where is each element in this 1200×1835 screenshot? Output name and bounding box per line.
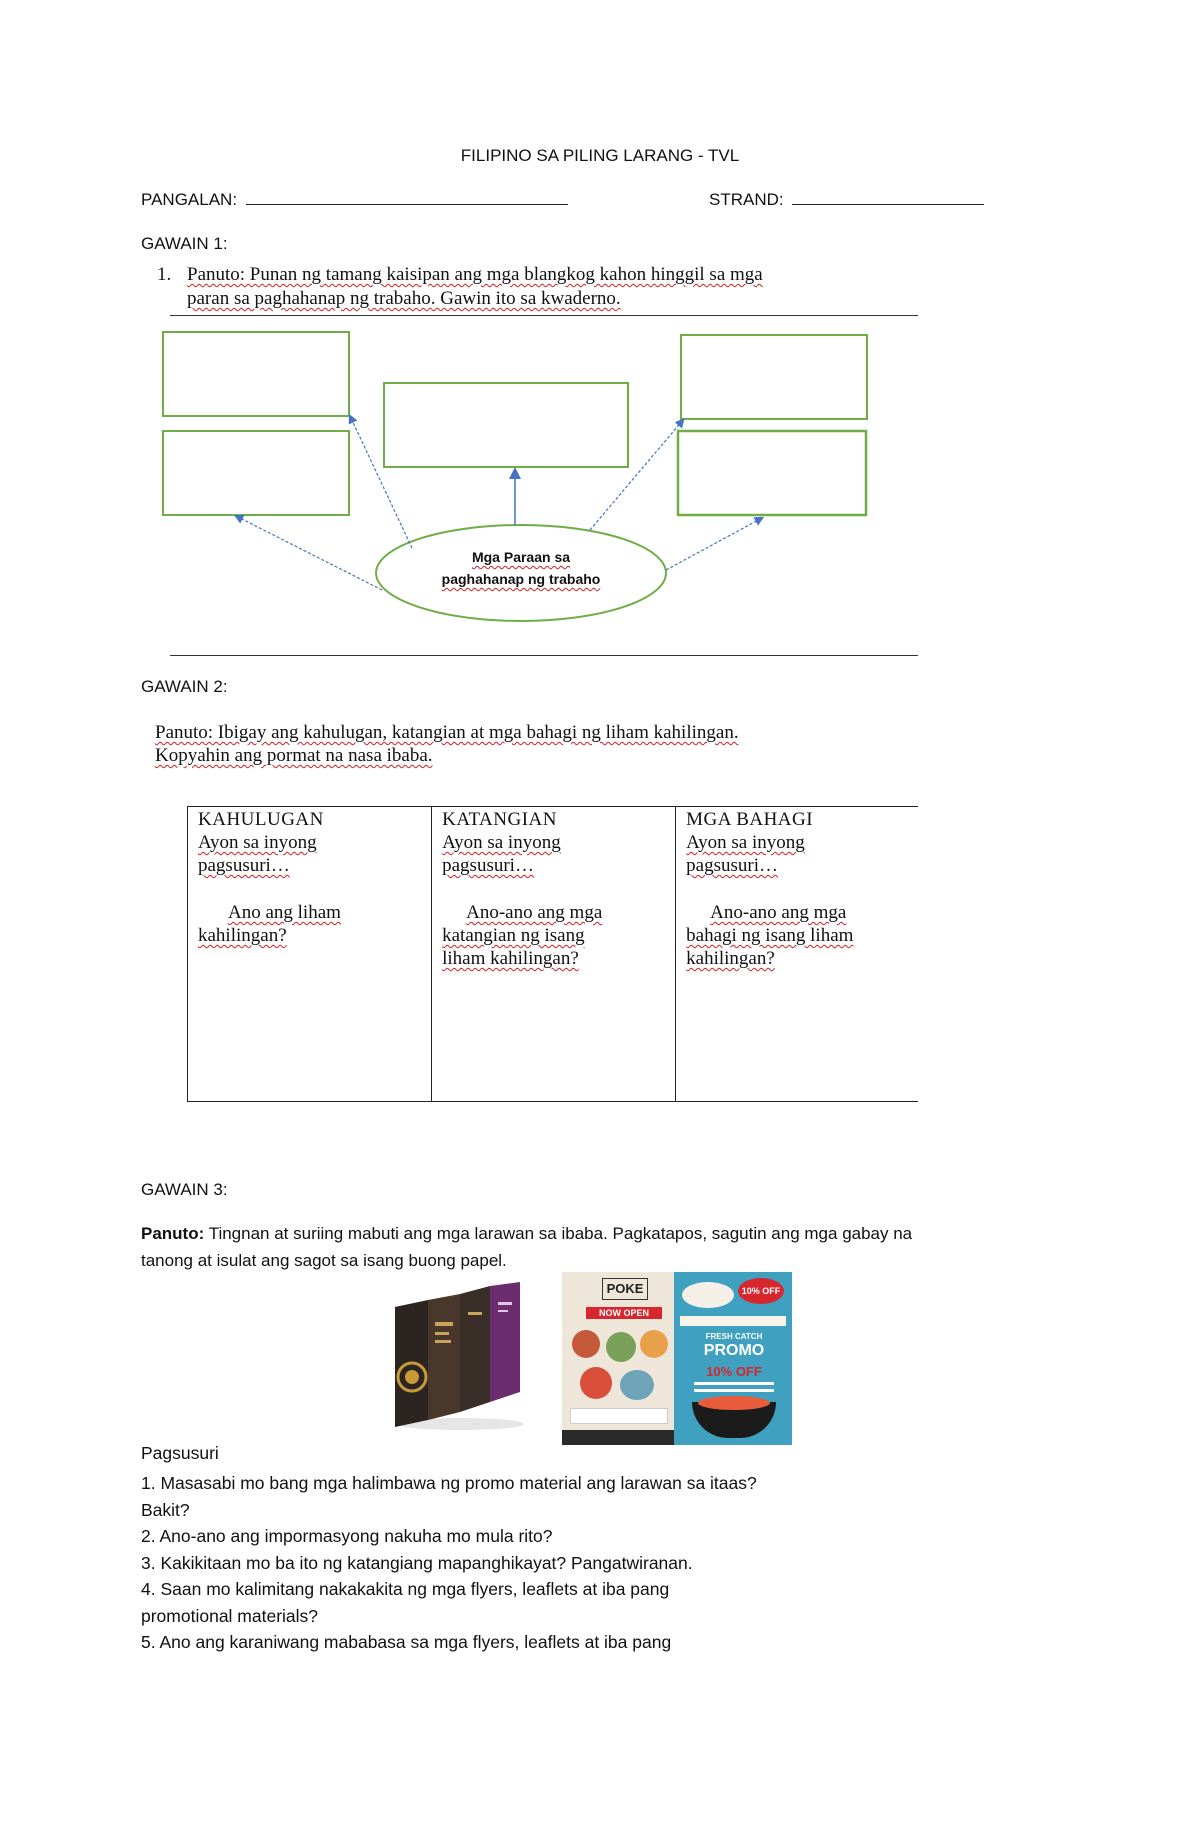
question-line: 1. Masasabi mo bang mga halimbawa ng promo material ang larawan sa itaas? — [141, 1473, 757, 1493]
name-label: PANGALAN: — [141, 190, 238, 209]
gawain2-instruction-line2: Kopyahin ang pormat na nasa ibaba. — [155, 745, 433, 766]
document-title: FILIPINO SA PILING LARANG - TVL — [460, 146, 740, 165]
poster-promo-title: PROMO — [703, 1342, 765, 1359]
arrow-to-bottom-left — [236, 516, 382, 590]
oval-label-line2: paghahanap ng trabaho — [441, 571, 601, 587]
brochure-image — [390, 1282, 530, 1432]
column-mga-bahagi[interactable] — [676, 807, 918, 1102]
gawain1-instruction-line1: Panuto: Punan ng tamang kaisipan ang mga blangkog kahon hinggil sa mga — [187, 264, 763, 285]
column-subtext: Ayon sa inyong — [442, 832, 561, 853]
strand-label: STRAND: — [709, 190, 784, 209]
column-title: KATANGIAN — [442, 809, 557, 830]
concept-diagram — [150, 320, 910, 640]
poster-right-panel — [674, 1272, 792, 1445]
column-subtext: pagsusuri… — [198, 855, 290, 876]
column-subtext: pagsusuri… — [686, 855, 778, 876]
gawain3-instruction-line2: tanong at isulat ang sagot sa isang buong papel. — [141, 1251, 507, 1270]
box-center[interactable] — [384, 383, 628, 467]
column-question: liham kahilingan? — [442, 948, 579, 969]
question-line: 5. Ano ang karaniwang mababasa sa mga flyers, leaflets at iba pang — [141, 1632, 672, 1652]
arrow-to-bottom-right — [666, 518, 762, 570]
column-question: kahilingan? — [686, 948, 775, 969]
oval-label — [396, 546, 646, 590]
column-question: Ano ang liham — [228, 902, 341, 923]
gawain3-instruction-rest: Tingnan at suriing mabuti ang mga larawan sa ibaba. Pagkatapos, sagutin ang mga gabay na — [204, 1224, 913, 1243]
column-title: KAHULUGAN — [198, 809, 324, 830]
strand-line — [709, 190, 984, 210]
box-top-left[interactable] — [163, 332, 349, 416]
strand-blank[interactable] — [792, 190, 984, 205]
arrow-to-top-right — [590, 420, 683, 530]
column-title: MGA BAHAGI — [686, 809, 814, 830]
gawain2-heading: GAWAIN 2: — [141, 677, 228, 696]
question-line: 2. Ano-ano ang impormasyong nakuha mo mula rito? — [141, 1526, 553, 1546]
analysis-title: Pagsusuri — [141, 1443, 219, 1463]
poster-banner: NOW OPEN — [586, 1307, 662, 1319]
column-subtext: pagsusuri… — [442, 855, 534, 876]
question-line: 3. Kakikitaan mo ba ito ng katangiang mapanghikayat? Pangatwiranan. — [141, 1552, 693, 1573]
column-question: Ano-ano ang mga — [466, 902, 603, 923]
question-line: promotional materials? — [141, 1605, 319, 1626]
column-question: bahagi ng isang liham — [686, 925, 854, 946]
arrow-to-top-left — [350, 416, 412, 548]
question-line: 4. Saan mo kalimitang nakakakita ng mga flyers, leaflets at iba pang — [141, 1579, 670, 1599]
gawain1-item-number: 1. — [157, 264, 172, 285]
question-line: Bakit? — [141, 1499, 190, 1520]
column-question: kahilingan? — [198, 925, 287, 946]
poster-left-panel — [562, 1272, 674, 1445]
format-table — [187, 806, 918, 1102]
name-line — [141, 190, 568, 210]
poke-poster-image — [562, 1272, 792, 1445]
column-subtext: Ayon sa inyong — [198, 832, 317, 853]
gawain1-instruction-line2: paran sa paghahanap ng trabaho. Gawin ito sa kwaderno. — [187, 288, 621, 309]
column-kahulugan[interactable] — [188, 807, 432, 1102]
poster-badge: 10% OFF — [738, 1278, 784, 1304]
gawain3-instruction-bold: Panuto: — [141, 1224, 205, 1243]
gawain3-heading: GAWAIN 3: — [141, 1180, 228, 1199]
column-subtext: Ayon sa inyong — [686, 832, 805, 853]
gawain1-heading: GAWAIN 1: — [141, 234, 228, 253]
name-blank[interactable] — [246, 190, 568, 205]
divider-bottom — [170, 655, 918, 656]
poster-brand: POKE — [602, 1278, 648, 1300]
box-top-right[interactable] — [681, 335, 867, 419]
poster-promo-top: FRESH CATCH — [705, 1332, 763, 1341]
oval-label-line1: Mga Paraan sa — [471, 549, 571, 565]
divider-top — [170, 315, 918, 316]
column-katangian[interactable] — [432, 807, 676, 1102]
analysis-questions — [141, 1470, 757, 1656]
column-question: katangian ng isang — [442, 925, 585, 946]
box-bottom-left[interactable] — [163, 431, 349, 515]
poster-promo-off: 10% OFF — [706, 1364, 762, 1379]
gawain2-instruction-line1: Panuto: Ibigay ang kahulugan, katangian at mga bahagi ng liham kahilingan. — [155, 722, 739, 743]
gawain3-instruction-line1 — [141, 1224, 912, 1244]
column-question: Ano-ano ang mga — [710, 902, 847, 923]
box-bottom-right[interactable] — [678, 431, 866, 515]
